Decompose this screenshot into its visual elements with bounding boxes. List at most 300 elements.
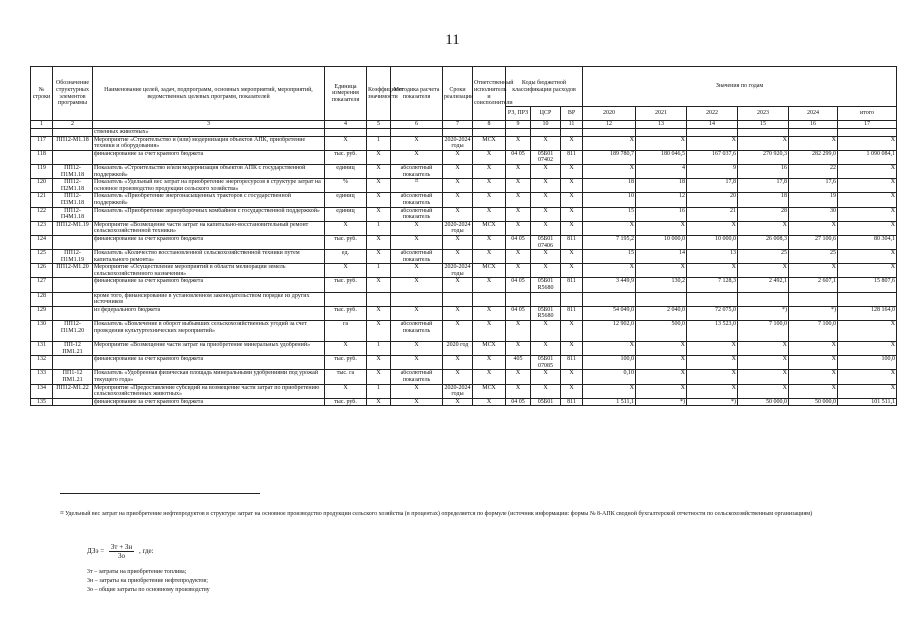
table-cell: 50 000,0 bbox=[789, 398, 838, 406]
table-cell: 2 607,1 bbox=[789, 278, 838, 292]
table-cell bbox=[636, 292, 687, 306]
table-cell: X bbox=[789, 342, 838, 356]
table-cell: 12 902,0 bbox=[583, 321, 636, 342]
table-cell: X bbox=[473, 250, 506, 264]
table-cell: 132 bbox=[31, 356, 53, 370]
table-cell: X bbox=[367, 179, 391, 193]
table-cell: X bbox=[506, 193, 531, 207]
table-row bbox=[31, 278, 897, 292]
column-index: 7 bbox=[443, 121, 473, 129]
table-cell: X bbox=[561, 250, 583, 264]
table-cell bbox=[367, 292, 391, 306]
table-cell: ПП12-П1М1.19 bbox=[53, 250, 93, 264]
table-cell: Показатель «Удельный вес затрат на приобретение энергоресурсов в структуре затрат на основное производство продукции сельского хозяйства» bbox=[93, 179, 325, 193]
program-table bbox=[30, 66, 897, 406]
table-cell: X bbox=[391, 136, 443, 150]
table-cell: 7 100,0 bbox=[738, 321, 789, 342]
table-cell: X bbox=[506, 342, 531, 356]
table-cell bbox=[506, 129, 531, 137]
table-cell: Мероприятие «Строительство и (или) модернизация объектов АПК, приобретение техники и оборудования» bbox=[93, 136, 325, 150]
table-cell: 05Б01 07085 bbox=[531, 356, 561, 370]
table-cell: X bbox=[531, 264, 561, 278]
formula bbox=[87, 543, 154, 560]
table-cell bbox=[561, 292, 583, 306]
table-cell: 126 bbox=[31, 264, 53, 278]
table-cell bbox=[506, 292, 531, 306]
table-cell: *) bbox=[687, 398, 738, 406]
header-unit: Единица измерения показателя bbox=[325, 67, 367, 121]
table-cell: 17,8 bbox=[687, 179, 738, 193]
table-cell: 119 bbox=[31, 164, 53, 178]
table-cell: X bbox=[561, 321, 583, 342]
table-cell bbox=[738, 292, 789, 306]
table-cell: 128 bbox=[31, 292, 53, 306]
table-row bbox=[31, 342, 897, 356]
header-csr: ЦСР bbox=[531, 107, 561, 121]
table-row bbox=[31, 264, 897, 278]
table-cell: X bbox=[325, 264, 367, 278]
table-cell: X bbox=[391, 264, 443, 278]
table-cell: X bbox=[838, 136, 897, 150]
table-cell: X bbox=[789, 356, 838, 370]
table-cell bbox=[31, 129, 53, 137]
table-cell: 20 bbox=[687, 193, 738, 207]
table-cell bbox=[367, 129, 391, 137]
table-cell: X bbox=[443, 150, 473, 164]
table-cell: ПП12-М1.20 bbox=[53, 264, 93, 278]
table-cell: X bbox=[561, 193, 583, 207]
table-cell bbox=[473, 292, 506, 306]
table-cell: Мероприятие «Возмещение части затрат на приобретение минеральных удобрений» bbox=[93, 342, 325, 356]
table-cell: X bbox=[506, 384, 531, 398]
column-index: 15 bbox=[738, 121, 789, 129]
table-cell: X bbox=[473, 164, 506, 178]
table-cell: 10 000,0 bbox=[687, 235, 738, 249]
header-num: № строки bbox=[31, 67, 53, 121]
table-cell: X bbox=[506, 370, 531, 384]
table-cell: X bbox=[443, 370, 473, 384]
table-cell: тыс. га bbox=[325, 370, 367, 384]
table-cell: 405 bbox=[506, 356, 531, 370]
formula-legend bbox=[87, 568, 210, 595]
formula-fraction bbox=[109, 543, 134, 560]
table-cell: X bbox=[838, 179, 897, 193]
table-cell bbox=[53, 129, 93, 137]
table-cell: абсолютный показатель bbox=[391, 250, 443, 264]
table-cell: X bbox=[838, 321, 897, 342]
table-cell: Мероприятие «Осуществление мероприятий в области мелиорации земель сельскохозяйственного назначения» bbox=[93, 264, 325, 278]
table-cell: единиц bbox=[325, 164, 367, 178]
table-cell: 2 040,0 bbox=[636, 306, 687, 320]
table-cell: X bbox=[367, 164, 391, 178]
table-cell: X bbox=[443, 193, 473, 207]
table-cell bbox=[561, 129, 583, 137]
table-cell: 500,0 bbox=[636, 321, 687, 342]
table-cell: X bbox=[443, 306, 473, 320]
table-cell: X bbox=[789, 221, 838, 235]
table-cell: X bbox=[367, 250, 391, 264]
table-cell: 3 449,9 bbox=[583, 278, 636, 292]
table-cell: 130 bbox=[31, 321, 53, 342]
table-cell: X bbox=[506, 179, 531, 193]
page-number: 11 bbox=[445, 32, 460, 48]
table-cell: 2020 год bbox=[443, 342, 473, 356]
table-cell: 122 bbox=[31, 207, 53, 221]
table-cell: абсолютный показатель bbox=[391, 370, 443, 384]
table-cell: X bbox=[838, 164, 897, 178]
table-cell: X bbox=[473, 370, 506, 384]
table-cell bbox=[53, 306, 93, 320]
table-cell: X bbox=[561, 164, 583, 178]
column-index: 17 bbox=[838, 121, 897, 129]
table-cell: X bbox=[367, 150, 391, 164]
table-cell bbox=[838, 292, 897, 306]
table-cell: X bbox=[636, 136, 687, 150]
header-budget: Коды бюджетной классификации расходов bbox=[506, 67, 583, 107]
table-row bbox=[31, 207, 897, 221]
table-row bbox=[31, 370, 897, 384]
table-cell: X bbox=[473, 321, 506, 342]
table-cell: 811 bbox=[561, 306, 583, 320]
table-cell: 04 05 bbox=[506, 150, 531, 164]
table-cell: X bbox=[531, 179, 561, 193]
column-index: 6 bbox=[391, 121, 443, 129]
table-row bbox=[31, 150, 897, 164]
table-cell: 19 bbox=[789, 193, 838, 207]
table-cell: X bbox=[531, 221, 561, 235]
legend-item: 3т – затраты на приобретение топлива; bbox=[87, 569, 187, 575]
table-cell: X bbox=[325, 136, 367, 150]
table-cell: 101 511,1 bbox=[838, 398, 897, 406]
table-cell: 167 037,6 bbox=[687, 150, 738, 164]
table-cell: 1 bbox=[367, 342, 391, 356]
table-cell: 12 bbox=[636, 193, 687, 207]
table-cell: Мероприятие «Предоставление субсидий на возмещение части затрат по приобретению сельскохозяйственных животных» bbox=[93, 384, 325, 398]
table-cell: X bbox=[738, 342, 789, 356]
table-cell: X bbox=[583, 264, 636, 278]
table-cell: ПП12-М1.19 bbox=[53, 221, 93, 235]
table-cell: 117 bbox=[31, 136, 53, 150]
table-cell: тыс. руб. bbox=[325, 398, 367, 406]
table-cell: МСХ bbox=[473, 136, 506, 150]
table-cell: X bbox=[738, 370, 789, 384]
table-cell: единиц bbox=[325, 193, 367, 207]
table-cell bbox=[53, 292, 93, 306]
table-cell: X bbox=[443, 235, 473, 249]
table-cell: ПП12-П1М1.20 bbox=[53, 321, 93, 342]
table-cell: Показатель «Приобретение энергонасыщенных тракторов с государственной поддержкой» bbox=[93, 193, 325, 207]
table-cell: тыс. руб. bbox=[325, 306, 367, 320]
table-cell: X bbox=[636, 221, 687, 235]
table-cell: X bbox=[325, 221, 367, 235]
table-cell: X bbox=[838, 221, 897, 235]
header-vr: ВР bbox=[561, 107, 583, 121]
table-cell: X bbox=[473, 235, 506, 249]
table-cell: 50 000,0 bbox=[738, 398, 789, 406]
table-cell: тыс. руб. bbox=[325, 235, 367, 249]
table-cell bbox=[443, 129, 473, 137]
table-cell: X bbox=[391, 356, 443, 370]
column-index: 13 bbox=[636, 121, 687, 129]
table-cell: X bbox=[636, 342, 687, 356]
table-cell: X bbox=[506, 250, 531, 264]
table-cell bbox=[53, 398, 93, 406]
table-cell: 05Б01 R5680 bbox=[531, 306, 561, 320]
header-method: Методика расчета показателя bbox=[391, 67, 443, 121]
table-cell: 4 bbox=[636, 164, 687, 178]
table-cell: X bbox=[531, 342, 561, 356]
header-2023: 2023 bbox=[738, 107, 789, 121]
table-cell bbox=[838, 129, 897, 137]
table-cell: 15 807,6 bbox=[838, 278, 897, 292]
table-cell: X bbox=[473, 306, 506, 320]
table-cell: X bbox=[561, 207, 583, 221]
table-cell: 131 bbox=[31, 342, 53, 356]
table-cell: X bbox=[473, 356, 506, 370]
table-cell: 2020-2024 годы bbox=[444, 264, 471, 277]
column-index: 9 bbox=[506, 121, 531, 129]
table-cell: 811 bbox=[561, 356, 583, 370]
table-cell: X bbox=[367, 370, 391, 384]
table-cell: 14 bbox=[636, 250, 687, 264]
table-cell bbox=[391, 129, 443, 137]
table-cell: X bbox=[838, 250, 897, 264]
legend-item: 3о – общие затраты по основному производству bbox=[87, 587, 210, 593]
table-cell: X bbox=[687, 370, 738, 384]
table-cell: ПП12-П4М1.18 bbox=[53, 207, 93, 221]
table-cell: 10 bbox=[583, 193, 636, 207]
table-cell: 10 000,0 bbox=[636, 235, 687, 249]
table-cell: 04 05 bbox=[506, 398, 531, 406]
table-cell: X bbox=[561, 136, 583, 150]
table-cell bbox=[473, 129, 506, 137]
table-cell: X bbox=[561, 264, 583, 278]
table-cell: X bbox=[506, 221, 531, 235]
table-cell: X bbox=[367, 398, 391, 406]
table-cell: X bbox=[367, 278, 391, 292]
table-cell: финансирование за счет краевого бюджета bbox=[93, 356, 325, 370]
table-row bbox=[31, 136, 897, 150]
table-cell: X bbox=[506, 321, 531, 342]
table-cell: 04 05 bbox=[506, 235, 531, 249]
table-cell: 05Б01 R5680 bbox=[531, 278, 561, 292]
header-coef: Коэффициент значимости bbox=[367, 67, 391, 121]
table-cell: 282 299,0 bbox=[789, 150, 838, 164]
table-cell: финансирование за счет краевого бюджета bbox=[93, 150, 325, 164]
table-cell: X bbox=[367, 193, 391, 207]
table-cell: X bbox=[838, 264, 897, 278]
table-cell: X bbox=[636, 356, 687, 370]
table-cell: 25 bbox=[789, 250, 838, 264]
table-cell bbox=[687, 292, 738, 306]
table-cell: 2020-2024 годы bbox=[444, 221, 471, 235]
table-cell: Показатель «Количество восстановленной сельскохозяйственной техники путем капитального ремонта» bbox=[93, 250, 325, 264]
column-index: 11 bbox=[561, 121, 583, 129]
table-cell: X bbox=[583, 221, 636, 235]
table-cell bbox=[391, 292, 443, 306]
column-index: 1 bbox=[31, 121, 53, 129]
table-cell: финансирование за счет краевого бюджета bbox=[93, 398, 325, 406]
table-cell: 120 bbox=[31, 179, 53, 193]
table-cell: X bbox=[473, 398, 506, 406]
table-cell: X bbox=[506, 164, 531, 178]
table-cell: X bbox=[325, 342, 367, 356]
table-cell: Мероприятие «Возмещение части затрат на капитально-восстановительный ремонт сельскохозяйственной техники» bbox=[93, 221, 325, 235]
table-cell: 100,0 bbox=[583, 356, 636, 370]
table-cell: ПП-12 ПМ1.21 bbox=[53, 342, 93, 356]
table-cell: 125 bbox=[31, 250, 53, 264]
table-cell: X bbox=[506, 264, 531, 278]
table-row bbox=[31, 292, 897, 306]
table-cell: 80 304,1 bbox=[838, 235, 897, 249]
table-cell bbox=[531, 129, 561, 137]
table-cell bbox=[583, 129, 636, 137]
table-cell: Показатель «Строительство и/или модернизация объектов АПК с государственной поддержкой» bbox=[93, 164, 325, 178]
table-cell: X bbox=[738, 384, 789, 398]
table-cell bbox=[789, 129, 838, 137]
header-2024: 2024 bbox=[789, 107, 838, 121]
column-index: 5 bbox=[367, 121, 391, 129]
table-cell: абсолютный показатель bbox=[391, 321, 443, 342]
column-index: 10 bbox=[531, 121, 561, 129]
table-cell: 270 920,3 bbox=[738, 150, 789, 164]
table-cell: 1 bbox=[367, 264, 391, 278]
formula-denominator: 3о bbox=[118, 552, 126, 560]
table-cell: ПП12-П1М1.18 bbox=[53, 164, 93, 178]
table-cell: X bbox=[325, 384, 367, 398]
table-cell: X bbox=[531, 164, 561, 178]
table-cell: X bbox=[687, 384, 738, 398]
table-cell: X bbox=[506, 207, 531, 221]
table-cell: 1 bbox=[367, 136, 391, 150]
table-cell: X bbox=[838, 207, 897, 221]
table-cell: X bbox=[687, 136, 738, 150]
table-cell: X bbox=[443, 356, 473, 370]
table-cell: X bbox=[473, 179, 506, 193]
table-cell: 17,8 bbox=[738, 179, 789, 193]
table-cell: X bbox=[531, 384, 561, 398]
table-cell: X bbox=[738, 356, 789, 370]
table-cell: X bbox=[443, 321, 473, 342]
table-cell: X bbox=[789, 136, 838, 150]
table-cell: X bbox=[789, 264, 838, 278]
column-index: 8 bbox=[473, 121, 506, 129]
column-index-row bbox=[31, 121, 897, 129]
table-cell: абсолютный показатель bbox=[391, 164, 443, 178]
table-cell: 18 bbox=[636, 179, 687, 193]
table-cell: га bbox=[325, 321, 367, 342]
table-cell: 0,10 bbox=[583, 370, 636, 384]
table-cell: X bbox=[391, 306, 443, 320]
table-cell: X bbox=[443, 278, 473, 292]
table-row bbox=[31, 306, 897, 320]
table-cell: X bbox=[838, 384, 897, 398]
formula-numerator: 3т + 3н bbox=[110, 543, 133, 551]
table-cell: X bbox=[443, 250, 473, 264]
table-cell: X bbox=[838, 342, 897, 356]
table-row bbox=[31, 129, 897, 137]
table-cell: 04 05 bbox=[506, 278, 531, 292]
table-cell: X bbox=[367, 306, 391, 320]
table-cell: 7 100,0 bbox=[789, 321, 838, 342]
table-row bbox=[31, 193, 897, 207]
table-cell: ед. bbox=[325, 250, 367, 264]
table-cell: % bbox=[325, 179, 367, 193]
table-cell bbox=[53, 278, 93, 292]
table-cell: X bbox=[838, 370, 897, 384]
table-cell: X bbox=[789, 370, 838, 384]
table-cell: 28 bbox=[738, 207, 789, 221]
table-cell: 05Б01 07406 bbox=[531, 235, 561, 249]
table-cell: 100,0 bbox=[838, 356, 897, 370]
table-cell: X bbox=[561, 370, 583, 384]
table-cell: 15 bbox=[583, 207, 636, 221]
table-cell: МСХ bbox=[473, 264, 506, 278]
table-cell: финансирование за счет краевого бюджета bbox=[93, 278, 325, 292]
table-cell: единиц bbox=[325, 207, 367, 221]
table-cell: X bbox=[687, 264, 738, 278]
table-cell: 811 bbox=[561, 150, 583, 164]
table-cell: ²² bbox=[391, 179, 443, 193]
table-cell: X bbox=[636, 384, 687, 398]
table-cell: 16 bbox=[636, 207, 687, 221]
table-cell: 17,6 bbox=[789, 179, 838, 193]
table-cell: 26 008,3 bbox=[738, 235, 789, 249]
table-row bbox=[31, 250, 897, 264]
table-cell: ПП12-М1.22 bbox=[53, 384, 93, 398]
table-cell: X bbox=[583, 164, 636, 178]
table-cell: МСХ bbox=[473, 384, 506, 398]
table-row bbox=[31, 164, 897, 178]
table-cell: МСХ bbox=[473, 342, 506, 356]
table-cell bbox=[53, 356, 93, 370]
table-cell: 25 bbox=[738, 250, 789, 264]
table-cell: X bbox=[531, 321, 561, 342]
table-cell: X bbox=[738, 264, 789, 278]
table-cell: Показатель «Вовлечение в оборот выбывших сельскохозяйственных угодий за счет проведения культуртехнических мероприятий» bbox=[93, 321, 325, 342]
table-cell: 05Б01 bbox=[531, 398, 561, 406]
table-cell: МСХ bbox=[473, 221, 506, 235]
table-cell: 128 164,0 bbox=[838, 306, 897, 320]
table-header bbox=[31, 67, 897, 121]
column-index: 12 bbox=[583, 121, 636, 129]
header-2021: 2021 bbox=[636, 107, 687, 121]
table-cell bbox=[325, 129, 367, 137]
column-index: 3 bbox=[93, 121, 325, 129]
table-cell: X bbox=[583, 384, 636, 398]
header-exec: Ответственный исполнитель и соисполнители bbox=[473, 67, 506, 121]
table-cell: X bbox=[443, 164, 473, 178]
column-index: 16 bbox=[789, 121, 838, 129]
table-cell: тыс. руб. bbox=[325, 356, 367, 370]
table-row bbox=[31, 356, 897, 370]
footnote-separator bbox=[60, 493, 260, 494]
table-cell: 189 780,7 bbox=[583, 150, 636, 164]
legend-item: 3н – затраты на приобретение нефтепродуктов; bbox=[87, 578, 208, 584]
table-cell: *) bbox=[738, 306, 789, 320]
table-cell: 124 bbox=[31, 235, 53, 249]
table-cell: 13 bbox=[687, 250, 738, 264]
table-cell: X bbox=[531, 207, 561, 221]
table-cell: X bbox=[561, 221, 583, 235]
table-cell: X bbox=[687, 342, 738, 356]
table-cell: 134 bbox=[31, 384, 53, 398]
table-cell: 2020-2024 годы bbox=[444, 136, 471, 150]
table-cell: 1 bbox=[367, 221, 391, 235]
table-cell: X bbox=[738, 221, 789, 235]
table-cell: X bbox=[443, 207, 473, 221]
table-row bbox=[31, 179, 897, 193]
